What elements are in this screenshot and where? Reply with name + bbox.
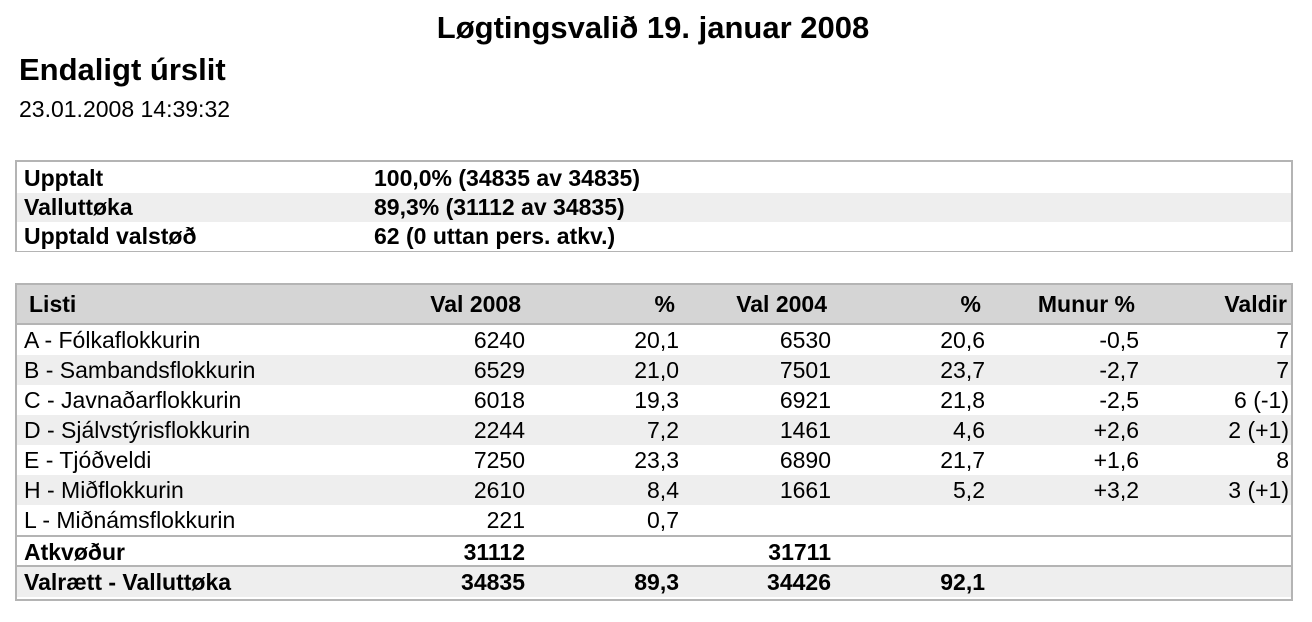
table-row: [17, 325, 1291, 355]
cell-seats: 6 (-1): [1234, 387, 1289, 413]
summary-row-counted: [17, 164, 1291, 193]
cell-pct-2004: 21,8: [940, 387, 985, 413]
cell-pct-2008: 19,3: [634, 387, 679, 413]
update-timestamp: 23.01.2008 14:39:32: [19, 96, 231, 122]
table-row: [17, 415, 1291, 445]
cell-party: H - Miðflokkurin: [24, 477, 184, 503]
cell-party: A - Fólkaflokkurin: [24, 327, 201, 353]
cell-votes-2004: 6530: [779, 327, 831, 353]
cell-party: E - Tjóðveldi: [24, 447, 152, 473]
cell-pct-2008: 23,3: [634, 447, 679, 473]
cell-votes-2004: 34426: [767, 569, 831, 595]
cell-party: Valrætt - Valluttøka: [24, 569, 232, 595]
cell-votes-2008: 6240: [473, 327, 525, 353]
cell-diff: -2,5: [1099, 387, 1139, 413]
cell-party: C - Javnaðarflokkurin: [24, 387, 242, 413]
table-row: [17, 385, 1291, 415]
cell-seats: 7: [1276, 357, 1289, 383]
header-diff: Munur %: [1037, 291, 1135, 317]
cell-pct-2004: 23,7: [940, 357, 985, 383]
summary-label: Valluttøka: [24, 194, 133, 220]
summary-table: [15, 160, 1293, 252]
cell-votes-2008: 31112: [463, 539, 525, 565]
totals-row-electorate: [17, 565, 1291, 597]
cell-pct-2008: 89,3: [634, 569, 679, 595]
header-pct-2004: %: [960, 291, 981, 317]
cell-pct-2008: 20,1: [634, 327, 679, 353]
summary-label: Upptald valstøð: [24, 223, 197, 249]
header-votes-2008: Val 2008: [430, 291, 521, 317]
cell-votes-2004: 31711: [768, 539, 831, 565]
results-table: [15, 283, 1293, 601]
cell-pct-2004: 4,6: [953, 417, 985, 443]
cell-pct-2004: 20,6: [940, 327, 985, 353]
table-row: [17, 475, 1291, 505]
summary-value: 89,3% (31112 av 34835): [374, 194, 625, 220]
cell-votes-2008: 6529: [473, 357, 525, 383]
summary-row-turnout: [17, 193, 1291, 222]
summary-row-polling-stations: [17, 222, 1291, 251]
cell-pct-2004: 21,7: [940, 447, 985, 473]
table-row: [17, 505, 1291, 535]
cell-votes-2004: 6921: [779, 387, 831, 413]
cell-pct-2008: 21,0: [634, 357, 679, 383]
cell-party: D - Sjálvstýrisflokkurin: [24, 417, 251, 443]
totals-row-votes: [17, 535, 1291, 567]
cell-party: B - Sambandsflokkurin: [24, 357, 256, 383]
cell-pct-2004: 92,1: [940, 569, 985, 595]
cell-votes-2004: 1661: [779, 477, 831, 503]
page-subtitle: Endaligt úrslit: [19, 52, 226, 87]
header-pct-2008: %: [654, 291, 675, 317]
cell-seats: 3 (+1): [1228, 477, 1289, 503]
page-title: Løgtingsvalið 19. januar 2008: [436, 10, 870, 45]
header-votes-2004: Val 2004: [736, 291, 827, 317]
cell-pct-2008: 8,4: [647, 477, 679, 503]
cell-votes-2008: 221: [486, 507, 525, 533]
cell-votes-2004: 7501: [779, 357, 831, 383]
table-row: [17, 355, 1291, 385]
cell-party: Atkvøður: [24, 539, 125, 565]
cell-seats: 7: [1276, 327, 1289, 353]
cell-diff: -2,7: [1099, 357, 1139, 383]
cell-votes-2004: 6890: [779, 447, 831, 473]
cell-diff: +2,6: [1093, 417, 1139, 443]
cell-party: L - Miðnámsflokkurin: [24, 507, 236, 533]
summary-value: 100,0% (34835 av 34835): [374, 165, 640, 191]
cell-seats: 8: [1276, 447, 1289, 473]
cell-seats: 2 (+1): [1228, 417, 1289, 443]
header-seats: Valdir: [1224, 291, 1287, 317]
cell-diff: +1,6: [1093, 447, 1139, 473]
cell-pct-2004: 5,2: [953, 477, 985, 503]
header-party: Listi: [29, 291, 77, 317]
cell-votes-2004: 1461: [779, 417, 831, 443]
cell-votes-2008: 2610: [473, 477, 525, 503]
cell-votes-2008: 2244: [473, 417, 525, 443]
cell-diff: -0,5: [1099, 327, 1139, 353]
table-row: [17, 445, 1291, 475]
cell-diff: +3,2: [1093, 477, 1139, 503]
cell-votes-2008: 34835: [461, 569, 525, 595]
cell-votes-2008: 6018: [473, 387, 525, 413]
summary-value: 62 (0 uttan pers. atkv.): [374, 223, 616, 249]
results-header-row: [17, 285, 1291, 325]
summary-label: Upptalt: [24, 165, 104, 191]
cell-votes-2008: 7250: [473, 447, 525, 473]
cell-pct-2008: 0,7: [647, 507, 679, 533]
cell-pct-2008: 7,2: [647, 417, 679, 443]
